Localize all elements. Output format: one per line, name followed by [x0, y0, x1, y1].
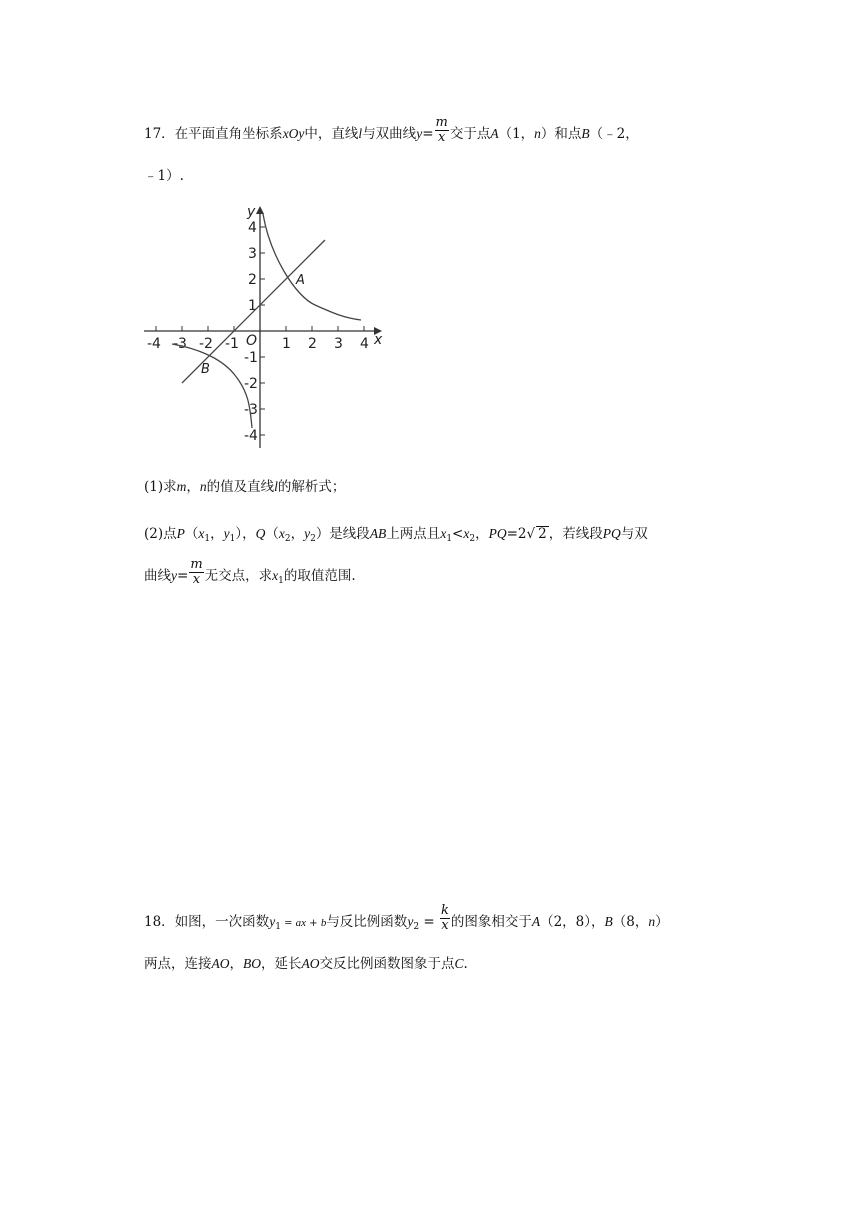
q18-text: （2，8）， — [540, 914, 605, 930]
q17-text: ﹣1）. — [144, 168, 184, 184]
x-tick-label: 4 — [360, 336, 369, 352]
point-a-label: A — [490, 126, 499, 141]
q17-text: ， — [475, 526, 489, 542]
var-m: m — [176, 479, 187, 494]
var-x: x — [272, 568, 279, 583]
fraction-m-over-x — [435, 116, 449, 145]
segment-bo: BO — [243, 956, 261, 971]
frac-denominator: x — [441, 918, 449, 933]
point-q-label: Q — [255, 526, 266, 541]
var-l: l — [274, 479, 278, 494]
q18-text: ） — [655, 914, 669, 930]
x-tick-label: -2 — [199, 336, 213, 352]
fraction-m-over-x — [189, 558, 203, 587]
origin-label: O — [246, 333, 258, 349]
x-tick-label: -4 — [147, 336, 161, 352]
q18-number: 18． — [144, 914, 175, 930]
q17-text: 与双曲线 — [362, 126, 417, 142]
q18-text: （8， — [612, 914, 649, 930]
q17-number: 17． — [144, 126, 175, 142]
q17-text: ）和点 — [540, 126, 582, 142]
q17-text: 与双 — [620, 526, 648, 542]
var-x: x — [198, 526, 205, 541]
point-b-label: B — [581, 126, 590, 141]
equals: = — [422, 126, 434, 142]
var-b: b — [320, 917, 327, 929]
q17-text: 无交点，求 — [204, 568, 273, 584]
var-x: x — [440, 526, 447, 541]
q17-text: ， — [290, 526, 305, 542]
q18-line-2 — [144, 954, 468, 974]
q17-text: 上两点且 — [386, 526, 441, 542]
subscript: 1 — [446, 534, 453, 544]
point-a-label: A — [531, 914, 541, 929]
q17-text: =2 — [506, 526, 527, 542]
var-y: y — [416, 126, 423, 141]
plus: + — [306, 918, 321, 929]
equals: = — [280, 918, 296, 929]
x-tick-label: -3 — [173, 336, 187, 352]
less-than: < — [452, 526, 464, 542]
frac-numerator: m — [435, 115, 448, 130]
q18-text: ，延长 — [261, 956, 302, 972]
q18-text: ， — [229, 956, 243, 972]
y-tick-label: 2 — [248, 272, 257, 288]
var-l: l — [358, 126, 363, 141]
q17-text: 交于点 — [449, 126, 491, 142]
x-tick-label: 3 — [334, 336, 343, 352]
var-x: x — [278, 526, 285, 541]
q17-text: 曲线 — [144, 568, 171, 584]
var-y: y — [304, 526, 311, 541]
q17-text: （ — [265, 526, 279, 542]
segment-ao: AO — [211, 956, 230, 971]
point-c-label: C — [454, 956, 464, 971]
frac-numerator: k — [440, 903, 449, 918]
segment-ao: AO — [301, 956, 320, 971]
q17-text: ， — [210, 526, 224, 542]
q18-text: 与反比例函数 — [326, 914, 408, 930]
q18-text: 交反比例函数图象于点 — [319, 956, 455, 972]
point-p-label: P — [176, 526, 185, 541]
var-xoy: xOy — [282, 126, 305, 141]
subscript: 2 — [413, 922, 420, 932]
frac-numerator: m — [190, 557, 203, 572]
q17-line-2 — [144, 166, 184, 186]
var-n: n — [648, 914, 656, 929]
y-axis-arrow — [256, 206, 264, 214]
x-tick-label: 1 — [282, 336, 291, 352]
x-tick-label: -1 — [225, 336, 239, 352]
subscript: 1 — [278, 576, 284, 586]
x-axis-label: x — [374, 332, 383, 348]
coordinate-graph — [140, 200, 390, 452]
var-y: y — [407, 914, 414, 929]
x-tick-label: 2 — [308, 336, 317, 352]
y-tick-label: -4 — [244, 428, 258, 444]
sqrt-value: 2 — [538, 526, 547, 542]
fraction-k-over-x — [440, 904, 450, 933]
var-y: y — [171, 568, 177, 583]
subscript: 2 — [310, 534, 316, 544]
q18-text: 如图，一次函数 — [174, 914, 270, 930]
q17-text: ）， — [235, 526, 256, 542]
point-b-label: B — [201, 362, 210, 377]
q17-text: ， — [186, 479, 200, 495]
equals: = — [419, 914, 439, 930]
var-n: n — [534, 126, 541, 141]
frac-denominator: x — [192, 572, 201, 587]
var-x: x — [463, 526, 470, 541]
subscript: 1 — [229, 534, 236, 544]
q17-part-2-line-1 — [144, 524, 648, 549]
y-tick-label: 3 — [248, 246, 257, 262]
q17-text: （ — [184, 526, 199, 542]
q17-text: 中，直线 — [304, 126, 359, 142]
subscript: 1 — [275, 922, 281, 932]
q18-line-1 — [144, 903, 669, 937]
point-a-label: A — [296, 273, 305, 288]
hyperbola-branch-q1 — [263, 214, 361, 320]
y-tick-label: -2 — [244, 376, 258, 392]
sqrt-symbol: √ — [526, 526, 536, 542]
q17-text: （1， — [498, 126, 535, 142]
y-tick-label: -1 — [244, 350, 258, 366]
q17-text: 在平面直角坐标系 — [174, 126, 283, 142]
q18-text: 的图象相交于 — [450, 914, 532, 930]
q18-text: . — [463, 956, 468, 972]
q17-text: (1)求 — [144, 479, 177, 495]
y-axis-label: y — [247, 204, 256, 220]
q17-text: 的值及直线 — [206, 479, 275, 495]
point-b-label: B — [604, 914, 613, 929]
q17-text: （﹣2， — [589, 126, 639, 142]
q18-text: 两点，连接 — [144, 956, 212, 972]
subscript: 1 — [204, 534, 211, 544]
var-y: y — [223, 526, 230, 541]
subscript: 2 — [284, 534, 291, 544]
q17-text: 的取值范围. — [283, 568, 356, 584]
q17-text: ）是线段 — [315, 526, 370, 542]
equals: = — [177, 568, 189, 584]
q17-text: 的解析式； — [277, 479, 346, 495]
segment-ab: AB — [369, 526, 387, 541]
q17-part-2-line-2 — [144, 557, 356, 591]
hyperbola-branch-q3 — [172, 344, 252, 428]
var-ax: ax — [295, 917, 307, 929]
subscript: 2 — [469, 534, 476, 544]
var-y: y — [269, 914, 276, 929]
y-tick-label: 4 — [248, 220, 257, 236]
frac-denominator: x — [437, 130, 446, 145]
var-n: n — [199, 479, 207, 494]
q17-text: ，若线段 — [548, 526, 603, 542]
q17-line-1 — [144, 115, 639, 145]
y-tick-label: -3 — [244, 402, 258, 418]
segment-pq: PQ — [602, 526, 621, 541]
y-tick-label: 1 — [248, 298, 257, 314]
q17-part-1 — [144, 477, 345, 497]
q17-text: (2)点 — [144, 526, 177, 542]
segment-pq: PQ — [488, 526, 507, 541]
